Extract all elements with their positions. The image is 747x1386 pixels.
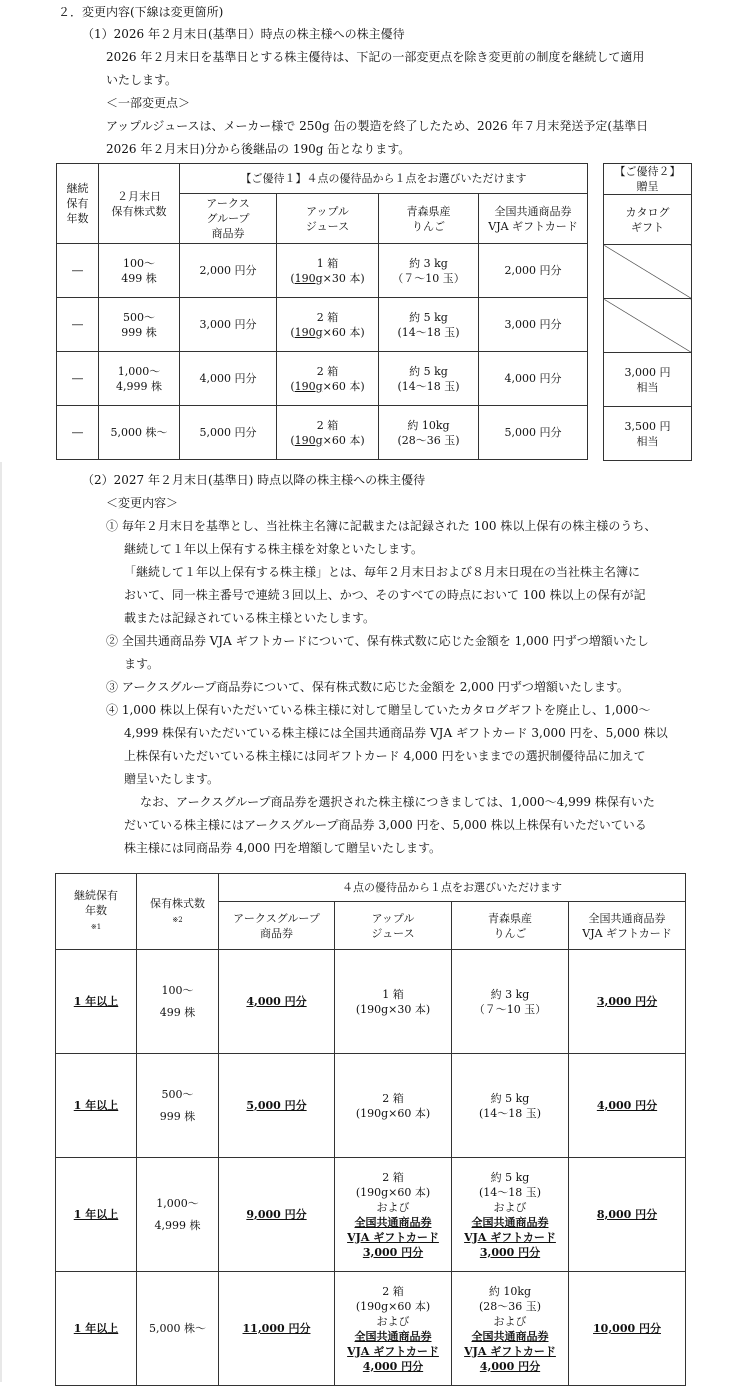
- subsection-2-title: （2）2027 年２月末日(基準日) 時点以降の株主様への株主優待: [82, 473, 426, 487]
- col-aomori-apple: 青森県産 りんご: [452, 902, 569, 950]
- subsection-1-title: （1）2026 年２月末日(基準日）時点の株主様への株主優待: [82, 27, 405, 41]
- paragraph-line: だいている株主様にはアークスグループ商品券 3,000 円を、5,000 株以上株保有いただいている: [124, 818, 647, 832]
- paragraph-line: ④ 1,000 株以上保有いただいている株主様に対して贈呈していたカタログギフトを廃止し、1,000～: [106, 703, 651, 717]
- col-arcs-voucher: アークス グループ 商品券: [180, 194, 277, 244]
- table-row: ― 100～ 499 株 2,000 円分 1 箱 (190g×30 本) 約 3 kg （７～10 玉） 2,000 円分: [57, 244, 588, 298]
- benefit-table-2027: [55, 873, 686, 1386]
- empty-cell: [604, 245, 692, 299]
- paragraph-line: ② 全国共通商品券 VJA ギフトカードについて、保有株式数に応じた金額を 1,000 円ずつ増額いたし: [106, 634, 649, 648]
- paragraph-line: 上株保有いただいている株主様には同ギフトカード 4,000 円をいままでの選択制優待品に加えて: [124, 749, 646, 763]
- paragraph-line: ＜一部変更点＞: [106, 96, 191, 110]
- col-catalog-gift: カタログ ギフト: [604, 195, 692, 245]
- table-row: ― 1,000～ 4,999 株 4,000 円分 2 箱 (190g×60 本) 約 5 kg (14～18 玉) 4,000 円分: [57, 352, 588, 406]
- col-arcs-voucher: アークスグループ 商品券: [219, 902, 335, 950]
- paragraph-line: アップルジュースは、メーカー様で 250g 缶の製造を終了したため、2026 年７月末発送予定(基準日: [106, 119, 649, 133]
- paragraph-line: おいて、同一株主番号で連続３回以上、かつ、そのすべての時点において 100 株以上の保有が記: [124, 588, 646, 602]
- header-benefit-2: 【ご優待２】 贈呈: [604, 164, 692, 195]
- catalog-value: 3,000 円 相当: [604, 353, 692, 407]
- table-row: 1 年以上 5,000 株～ 11,000 円分 2 箱 (190g×60 本) および 全国共通商品券 VJA ギフトカード 4,000 円分 約 10kg (28～36 玉) および 全国共通商品券 VJA ギフトカード 4,000 円分 10,000 円分: [56, 1272, 686, 1386]
- paragraph-line: なお、アークスグループ商品券を選択された株主様につきましては、1,000～4,999 株保有いた: [140, 795, 655, 809]
- table-row: ― 5,000 株～ 5,000 円分 2 箱 (190g×60 本) 約 10kg (28～36 玉) 5,000 円分: [57, 406, 588, 460]
- paragraph-line: 継続して１年以上保有する株主様を対象といたします。: [124, 542, 424, 556]
- col-apple-juice: アップル ジュース: [277, 194, 379, 244]
- col-vja-gift: 全国共通商品券 VJA ギフトカード: [479, 194, 588, 244]
- benefit-table-2026: [56, 163, 588, 460]
- paragraph-line: ます。: [124, 657, 160, 671]
- catalog-value: 3,500 円 相当: [604, 407, 692, 461]
- header-benefit: ４点の優待品から１点をお選びいただけます: [219, 874, 686, 902]
- header-shares: ２月末日 保有株式数: [99, 164, 180, 244]
- section-heading: ２．変更内容(下線は変更箇所): [58, 5, 224, 19]
- col-vja-gift: 全国共通商品券 VJA ギフトカード: [569, 902, 686, 950]
- header-benefit-1: 【ご優待１】４点の優待品から１点をお選びいただけます: [180, 164, 588, 194]
- col-aomori-apple: 青森県産 りんご: [379, 194, 479, 244]
- col-apple-juice: アップル ジュース: [335, 902, 452, 950]
- paragraph-line: 2026 年２月末日)分から後継品の 190g 缶となります。: [106, 142, 411, 156]
- left-edge-line: [0, 462, 2, 1382]
- benefit-2-table: [603, 163, 692, 461]
- paragraph-line: いたします。: [106, 73, 178, 87]
- paragraph-line: ③ アークスグループ商品券について、保有株式数に応じた金額を 2,000 円ずつ増額いたします。: [106, 680, 629, 694]
- paragraph-line: 株主様には同商品券 4,000 円を増額して贈呈いたします。: [124, 841, 442, 855]
- paragraph-line: 2026 年２月末日を基準日とする株主優待は、下記の一部変更点を除き変更前の制度を継続して適用: [106, 50, 645, 64]
- paragraph-line: 贈呈いたします。: [124, 772, 220, 786]
- table-row: 1 年以上 500～ 999 株 5,000 円分 2 箱 (190g×60 本) 約 5 kg (14～18 玉) 4,000 円分: [56, 1054, 686, 1158]
- header-shares: 保有株式数 ※2: [137, 874, 219, 950]
- table-row: 1 年以上 1,000～ 4,999 株 9,000 円分 2 箱 (190g×60 本) および 全国共通商品券 VJA ギフトカード 3,000 円分 約 5 kg (14～18 玉) および 全国共通商品券 VJA ギフトカード 3,000 円分 8,000 円分: [56, 1158, 686, 1272]
- paragraph-line: 4,999 株保有いただいている株主様には全国共通商品券 VJA ギフトカード 3,000 円を、5,000 株以: [124, 726, 668, 740]
- table-row: 1 年以上 100～ 499 株 4,000 円分 1 箱 (190g×30 本) 約 3 kg （７～10 玉） 3,000 円分: [56, 950, 686, 1054]
- empty-cell: [604, 299, 692, 353]
- paragraph-line: 「継続して１年以上保有する株主様」とは、毎年２月末日および８月末日現在の当社株主名簿に: [124, 565, 641, 579]
- header-years: 継続 保有 年数: [57, 164, 99, 244]
- paragraph-line: ＜変更内容＞: [106, 496, 179, 510]
- header-years: 継続保有 年数 ※1: [56, 874, 137, 950]
- paragraph-line: ① 毎年２月末日を基準とし、当社株主名簿に記載または記録された 100 株以上保有の株主様のうち、: [106, 519, 657, 533]
- paragraph-line: 載または記録されている株主様といたします。: [124, 611, 376, 625]
- table-row: ― 500～ 999 株 3,000 円分 2 箱 (190g×60 本) 約 5 kg (14～18 玉) 3,000 円分: [57, 298, 588, 352]
